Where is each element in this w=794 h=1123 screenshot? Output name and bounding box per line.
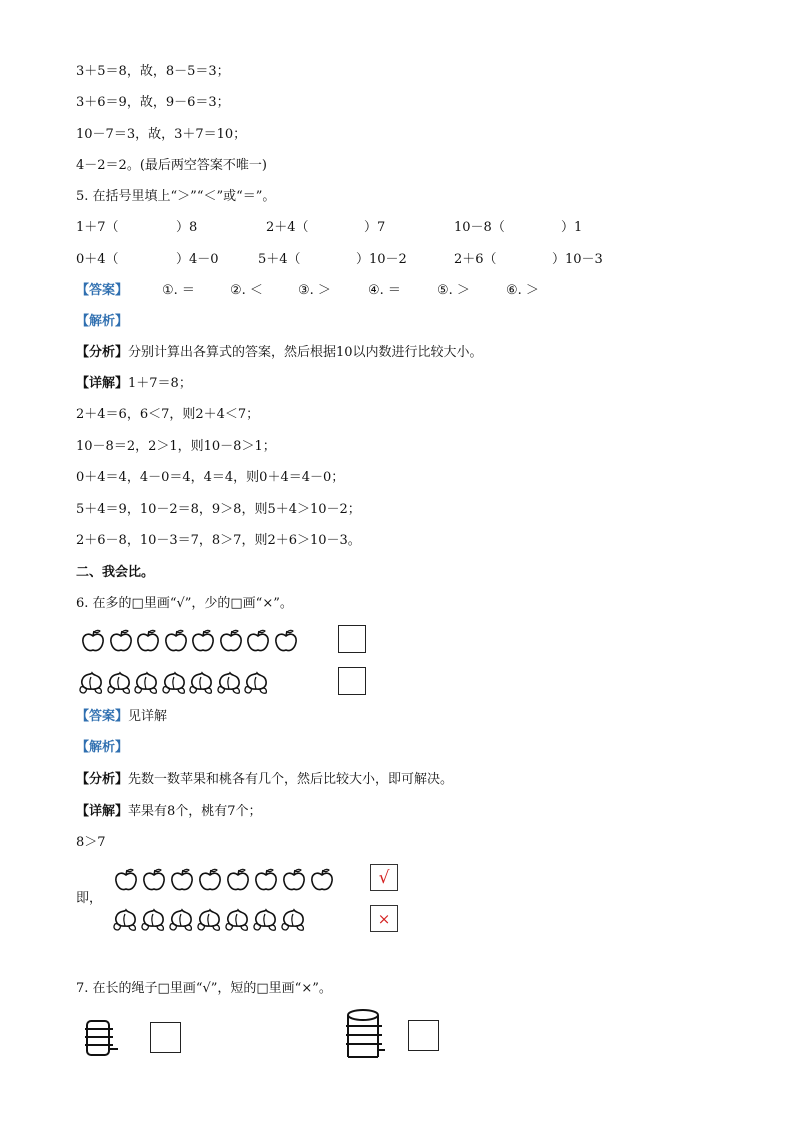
peach-icon (161, 671, 188, 695)
apple-icon (142, 868, 166, 892)
text-line: 5＋4＝9，10－2＝8，9＞8，则5＋4＞10－2； (76, 502, 361, 517)
section-title: 二、我会比。 (76, 565, 155, 580)
apple-icon (274, 629, 298, 653)
apple-icon (114, 868, 138, 892)
q6-analysis (76, 772, 453, 788)
q5-expr-5: 5＋4（ (258, 252, 301, 267)
q5-answer-1: ①. ＝ (162, 283, 195, 298)
apple-icon (282, 868, 306, 892)
jiexi-tag: 【解析】 (76, 314, 129, 329)
detail-tag: 【详解】 (76, 804, 129, 819)
check-mark: √ (378, 868, 390, 888)
apple-icon (170, 868, 194, 892)
apple-icon (109, 629, 133, 653)
q5-expr-1: 1＋7（ (76, 220, 119, 235)
apple-icon (191, 629, 215, 653)
text-line: 10－7＝3，故，3＋7＝10； (76, 127, 247, 142)
q5-detail (76, 376, 192, 392)
q5-expr-5-rhs: ）10－2 (356, 252, 407, 267)
q5-expr-4: 0＋4（ (76, 252, 119, 267)
q5-expr-1-rhs: ）8 (176, 220, 198, 235)
analysis-text: 先数一数苹果和桃各有几个，然后比较大小，即可解决。 (128, 772, 454, 787)
q5-answer-5: ⑤. ＞ (437, 283, 470, 298)
q5-expr-6-rhs: ）10－3 (552, 252, 603, 267)
peach-icon (252, 908, 279, 932)
q5-answer-2: ②. ＜ (230, 283, 263, 298)
analysis-tag: 【分析】 (76, 345, 129, 360)
detail-text: 苹果有8个，桃有7个； (128, 804, 262, 819)
q5-expr-2-rhs: ）7 (364, 220, 386, 235)
q5-answer-4: ④. ＝ (368, 283, 401, 298)
compare-text: 8＞7 (76, 835, 106, 850)
answer-tag: 【答案】 (76, 283, 129, 298)
apple-icon (310, 868, 334, 892)
apple-icon (246, 629, 270, 653)
cross-box (370, 905, 398, 932)
text-line: 3＋6＝9，故，9－6＝3； (76, 95, 230, 110)
q5-analysis (76, 345, 483, 361)
text-line: 0＋4＝4，4－0＝4，4＝4，则0＋4＝4－0； (76, 470, 345, 485)
analysis-tag: 【分析】 (76, 772, 129, 787)
text-line: 2＋6－8，10－3＝7，8＞7，则2＋6＞10－3。 (76, 533, 361, 548)
q6-answer (76, 709, 167, 725)
text-line: 10－8＝2，2＞1，则10－8＞1； (76, 439, 276, 454)
answer-text: 见详解 (128, 709, 168, 724)
apple-icon (254, 868, 278, 892)
peach-icon (280, 908, 307, 932)
q5-answer-3: ③. ＞ (298, 283, 331, 298)
text-line: 4－2＝2。(最后两空答案不唯一) (76, 158, 267, 173)
peach-icon (224, 908, 251, 932)
q5-expr-4-rhs: ）4－0 (176, 252, 219, 267)
answer-box-peaches[interactable] (338, 667, 366, 695)
detail-text: 1＋7＝8； (128, 376, 192, 391)
apple-icon (219, 629, 243, 653)
q6-detail (76, 804, 262, 820)
ji-label: 即， (76, 891, 103, 906)
cross-mark: × (377, 910, 391, 928)
q5-expr-2: 2＋4（ (266, 220, 309, 235)
peach-icon (112, 908, 139, 932)
q5-expr-6: 2＋6（ (454, 252, 497, 267)
q5-expr-3: 10－8（ (454, 220, 505, 235)
answer-box-short-rope[interactable] (150, 1022, 181, 1053)
q5-expr-3-rhs: ）1 (561, 220, 583, 235)
question-7-title: 7. 在长的绳子□里画“√”，短的□里画“×”。 (76, 981, 332, 996)
peach-icon (188, 671, 215, 695)
check-box (370, 864, 398, 891)
detail-tag: 【详解】 (76, 376, 129, 391)
text-line: 3＋5＝8，故，8－5＝3； (76, 64, 230, 79)
peach-icon (243, 671, 270, 695)
short-coil-icon (82, 1018, 120, 1058)
peach-icon (133, 671, 160, 695)
apple-icon (198, 868, 222, 892)
question-5-title: 5. 在括号里填上“＞”“＜”或“＝”。 (76, 189, 276, 204)
apple-icon (136, 629, 160, 653)
apple-icon (81, 629, 105, 653)
apple-icon (226, 868, 250, 892)
text-line: 2＋4＝6，6＜7，则2＋4＜7； (76, 407, 260, 422)
peach-icon (106, 671, 133, 695)
answer-box-apples[interactable] (338, 625, 366, 653)
answer-box-long-rope[interactable] (408, 1020, 439, 1051)
question-6-title: 6. 在多的□里画“√”，少的□画“×”。 (76, 596, 293, 611)
analysis-text: 分别计算出各算式的答案，然后根据10以内数进行比较大小。 (128, 345, 483, 360)
peach-icon (196, 908, 223, 932)
q5-answer-6: ⑥. ＞ (506, 283, 539, 298)
peach-icon (168, 908, 195, 932)
peach-icon (78, 671, 105, 695)
apple-icon (164, 629, 188, 653)
jiexi-tag: 【解析】 (76, 740, 129, 755)
peach-icon (216, 671, 243, 695)
peach-icon (140, 908, 167, 932)
long-coil-icon (344, 1008, 386, 1062)
answer-tag: 【答案】 (76, 709, 129, 724)
